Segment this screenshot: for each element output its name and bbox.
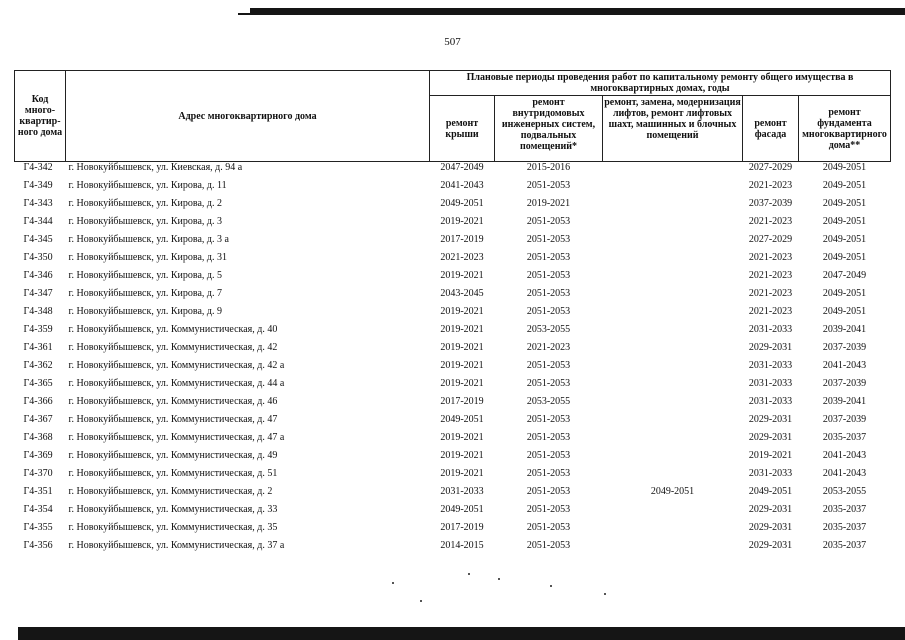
row-foundation-period: 2041-2043 <box>822 360 867 371</box>
row-facade-period: 2037-2039 <box>748 198 793 209</box>
row-facade-period: 2021-2023 <box>748 288 793 299</box>
row-address: г. Новокуйбышевск, ул. Кирова, д. 9 <box>68 306 223 317</box>
row-foundation-period: 2041-2043 <box>822 450 867 461</box>
row-facade-period: 2049-2051 <box>748 486 793 497</box>
row-facade-period: 2031-2033 <box>748 396 793 407</box>
row-facade-period: 2021-2023 <box>748 306 793 317</box>
row-roof-period: 2049-2051 <box>440 198 484 209</box>
table-row <box>15 198 891 216</box>
row-code: Г4-349 <box>23 180 53 191</box>
row-facade-period: 2021-2023 <box>748 270 793 281</box>
row-engineering-period: 2015-2016 <box>526 162 571 173</box>
row-roof-period: 2019-2021 <box>440 450 484 461</box>
row-roof-period: 2031-2033 <box>440 486 484 497</box>
row-engineering-period: 2051-2053 <box>526 432 571 443</box>
row-engineering-period: 2019-2021 <box>526 198 571 209</box>
row-roof-period: 2049-2051 <box>440 504 484 515</box>
row-foundation-period: 2049-2051 <box>822 252 867 263</box>
row-code: Г4-355 <box>23 522 53 533</box>
table-row <box>15 504 891 522</box>
row-engineering-period: 2051-2053 <box>526 378 571 389</box>
row-engineering-period: 2051-2053 <box>526 360 571 371</box>
table-row <box>15 342 891 360</box>
table-row <box>15 216 891 234</box>
row-roof-period: 2021-2023 <box>440 252 484 263</box>
row-address: г. Новокуйбышевск, ул. Киевская, д. 94 а <box>68 162 243 173</box>
row-address: г. Новокуйбышевск, ул. Коммунистическая, д. 40 <box>68 324 278 335</box>
header-roof: ремонт крыши <box>430 96 495 162</box>
table-row <box>15 252 891 270</box>
table-row <box>15 162 891 181</box>
row-roof-period: 2019-2021 <box>440 378 484 389</box>
row-roof-period: 2041-2043 <box>440 180 484 191</box>
row-facade-period: 2029-2031 <box>748 432 793 443</box>
row-elevators-period <box>603 504 743 522</box>
row-address: г. Новокуйбышевск, ул. Кирова, д. 31 <box>68 252 228 263</box>
row-code: Г4-359 <box>23 324 53 335</box>
row-facade-period: 2027-2029 <box>748 234 793 245</box>
table-body <box>15 162 891 559</box>
row-elevators-period <box>603 450 743 468</box>
row-code: Г4-365 <box>23 378 53 389</box>
row-roof-period: 2047-2049 <box>440 162 484 173</box>
row-facade-period: 2029-2031 <box>748 504 793 515</box>
row-code: Г4-368 <box>23 432 53 443</box>
header-foundation: ремонт фундамента многоквартирного дома** <box>799 96 891 162</box>
row-code: Г4-366 <box>23 396 53 407</box>
header-periods-group: Плановые периоды проведения работ по капитальному ремонту общего имущества в многоквартирных домах, годы <box>430 71 891 96</box>
row-code: Г4-356 <box>23 540 53 551</box>
table-row <box>15 522 891 540</box>
row-elevators-period <box>603 522 743 540</box>
row-facade-period: 2021-2023 <box>748 180 793 191</box>
row-address: г. Новокуйбышевск, ул. Коммунистическая, д. 51 <box>68 468 278 479</box>
row-roof-period: 2049-2051 <box>440 414 484 425</box>
row-foundation-period: 2037-2039 <box>822 378 867 389</box>
row-roof-period: 2017-2019 <box>440 234 484 245</box>
table-row <box>15 180 891 198</box>
row-elevators-period <box>603 342 743 360</box>
row-code: Г4-344 <box>23 216 53 227</box>
row-elevators-period <box>603 270 743 288</box>
page-number: 507 <box>444 36 461 48</box>
row-foundation-period: 2039-2041 <box>822 324 867 335</box>
table-row <box>15 450 891 468</box>
row-roof-period: 2019-2021 <box>440 432 484 443</box>
row-facade-period: 2031-2033 <box>748 468 793 479</box>
row-foundation-period: 2047-2049 <box>822 270 867 281</box>
table-row <box>15 234 891 252</box>
row-elevators-period <box>603 162 743 181</box>
row-foundation-period: 2049-2051 <box>822 306 867 317</box>
row-elevators-period <box>603 288 743 306</box>
row-elevators-period <box>603 396 743 414</box>
table-row <box>15 414 891 432</box>
row-engineering-period: 2051-2053 <box>526 540 571 551</box>
row-code: Г4-370 <box>23 468 53 479</box>
row-elevators-period <box>603 234 743 252</box>
row-engineering-period: 2051-2053 <box>526 180 571 191</box>
table-row <box>15 306 891 324</box>
row-roof-period: 2014-2015 <box>440 540 484 551</box>
row-elevators-period <box>603 468 743 486</box>
row-code: Г4-361 <box>23 342 53 353</box>
row-code: Г4-351 <box>23 486 53 497</box>
row-foundation-period: 2037-2039 <box>822 342 867 353</box>
row-elevators-period <box>603 252 743 270</box>
row-roof-period: 2019-2021 <box>440 270 484 281</box>
row-address: г. Новокуйбышевск, ул. Коммунистическая, д. 33 <box>68 504 278 515</box>
row-foundation-period: 2035-2037 <box>822 522 867 533</box>
table-row <box>15 468 891 486</box>
row-facade-period: 2019-2021 <box>748 450 793 461</box>
row-address: г. Новокуйбышевск, ул. Коммунистическая, д. 2 <box>68 486 273 497</box>
row-elevators-period: 2049-2051 <box>650 486 695 497</box>
row-code: Г4-350 <box>23 252 53 263</box>
row-code: Г4-345 <box>23 234 53 245</box>
row-elevators-period <box>603 324 743 342</box>
table-row <box>15 270 891 288</box>
row-roof-period: 2017-2019 <box>440 522 484 533</box>
scan-edge-bottom <box>18 627 905 640</box>
row-address: г. Новокуйбышевск, ул. Коммунистическая, д. 47 а <box>68 432 285 443</box>
row-address: г. Новокуйбышевск, ул. Кирова, д. 7 <box>68 288 223 299</box>
row-facade-period: 2021-2023 <box>748 252 793 263</box>
table-row <box>15 378 891 396</box>
scan-edge-top-thin <box>238 13 250 15</box>
row-address: г. Новокуйбышевск, ул. Коммунистическая, д. 44 а <box>68 378 285 389</box>
row-address: г. Новокуйбышевск, ул. Коммунистическая, д. 42 а <box>68 360 285 371</box>
row-address: г. Новокуйбышевск, ул. Кирова, д. 11 <box>68 180 227 191</box>
row-roof-period: 2019-2021 <box>440 324 484 335</box>
row-roof-period: 2019-2021 <box>440 360 484 371</box>
table-header <box>15 71 891 162</box>
header-elevators: ремонт, замена, модернизация лифтов, ремонт лифтовых шахт, машинных и блочных помещений <box>603 96 743 162</box>
row-roof-period: 2019-2021 <box>440 216 484 227</box>
row-address: г. Новокуйбышевск, ул. Коммунистическая, д. 47 <box>68 414 278 425</box>
row-engineering-period: 2021-2023 <box>526 342 571 353</box>
header-code: Код много-квартир-ного дома <box>15 71 66 162</box>
row-engineering-period: 2051-2053 <box>526 450 571 461</box>
row-code: Г4-369 <box>23 450 53 461</box>
table-row <box>15 486 891 504</box>
row-elevators-period <box>603 198 743 216</box>
header-address: Адрес многоквартирного дома <box>66 71 430 162</box>
row-roof-period: 2017-2019 <box>440 396 484 407</box>
row-engineering-period: 2051-2053 <box>526 270 571 281</box>
row-foundation-period: 2049-2051 <box>822 216 867 227</box>
header-facade: ремонт фасада <box>743 96 799 162</box>
row-code: Г4-348 <box>23 306 53 317</box>
row-facade-period: 2031-2033 <box>748 360 793 371</box>
row-code: Г4-343 <box>23 198 53 209</box>
row-foundation-period: 2035-2037 <box>822 504 867 515</box>
row-address: г. Новокуйбышевск, ул. Коммунистическая, д. 37 а <box>68 540 285 551</box>
row-engineering-period: 2051-2053 <box>526 522 571 533</box>
row-code: Г4-367 <box>23 414 53 425</box>
row-code: Г4-342 <box>23 162 53 173</box>
row-address: г. Новокуйбышевск, ул. Коммунистическая, д. 46 <box>68 396 278 407</box>
row-code: Г4-346 <box>23 270 53 281</box>
row-foundation-period: 2053-2055 <box>822 486 867 497</box>
row-roof-period: 2019-2021 <box>440 468 484 479</box>
row-elevators-period <box>603 306 743 324</box>
table-row <box>15 396 891 414</box>
row-elevators-period <box>603 540 743 558</box>
row-address: г. Новокуйбышевск, ул. Кирова, д. 2 <box>68 198 223 209</box>
row-elevators-period <box>603 216 743 234</box>
row-address: г. Новокуйбышевск, ул. Коммунистическая, д. 49 <box>68 450 278 461</box>
row-address: г. Новокуйбышевск, ул. Коммунистическая, д. 42 <box>68 342 278 353</box>
row-engineering-period: 2051-2053 <box>526 504 571 515</box>
table-row <box>15 540 891 558</box>
row-roof-period: 2019-2021 <box>440 306 484 317</box>
header-engineering: ремонт внутридомовых инженерных систем, подвальных помещений* <box>495 96 603 162</box>
row-foundation-period: 2035-2037 <box>822 540 867 551</box>
scan-edge-top <box>250 8 905 15</box>
row-engineering-period: 2051-2053 <box>526 216 571 227</box>
row-code: Г4-347 <box>23 288 53 299</box>
row-elevators-period <box>603 360 743 378</box>
row-roof-period: 2019-2021 <box>440 342 484 353</box>
row-foundation-period: 2035-2037 <box>822 432 867 443</box>
row-engineering-period: 2051-2053 <box>526 486 571 497</box>
row-address: г. Новокуйбышевск, ул. Кирова, д. 5 <box>68 270 223 281</box>
table-row <box>15 360 891 378</box>
row-engineering-period: 2051-2053 <box>526 234 571 245</box>
row-facade-period: 2029-2031 <box>748 540 793 551</box>
row-facade-period: 2021-2023 <box>748 216 793 227</box>
row-foundation-period: 2041-2043 <box>822 468 867 479</box>
row-facade-period: 2029-2031 <box>748 342 793 353</box>
row-foundation-period: 2049-2051 <box>822 198 867 209</box>
row-elevators-period <box>603 414 743 432</box>
scan-specks <box>380 570 640 610</box>
capital-repair-table <box>14 70 891 558</box>
row-elevators-period <box>603 432 743 450</box>
table-row <box>15 324 891 342</box>
row-code: Г4-354 <box>23 504 53 515</box>
row-engineering-period: 2051-2053 <box>526 306 571 317</box>
row-elevators-period <box>603 180 743 198</box>
row-engineering-period: 2051-2053 <box>526 252 571 263</box>
table-row <box>15 288 891 306</box>
row-foundation-period: 2049-2051 <box>822 162 867 173</box>
row-foundation-period: 2049-2051 <box>822 288 867 299</box>
row-foundation-period: 2049-2051 <box>822 234 867 245</box>
row-engineering-period: 2051-2053 <box>526 288 571 299</box>
row-foundation-period: 2049-2051 <box>822 180 867 191</box>
row-address: г. Новокуйбышевск, ул. Кирова, д. 3 а <box>68 234 229 245</box>
row-facade-period: 2031-2033 <box>748 324 793 335</box>
row-facade-period: 2031-2033 <box>748 378 793 389</box>
row-elevators-period <box>603 378 743 396</box>
row-engineering-period: 2051-2053 <box>526 414 571 425</box>
row-facade-period: 2029-2031 <box>748 522 793 533</box>
row-facade-period: 2029-2031 <box>748 414 793 425</box>
row-engineering-period: 2051-2053 <box>526 468 571 479</box>
row-foundation-period: 2037-2039 <box>822 414 867 425</box>
row-address: г. Новокуйбышевск, ул. Коммунистическая, д. 35 <box>68 522 278 533</box>
table-row <box>15 432 891 450</box>
row-engineering-period: 2053-2055 <box>526 324 571 335</box>
row-foundation-period: 2039-2041 <box>822 396 867 407</box>
row-engineering-period: 2053-2055 <box>526 396 571 407</box>
row-address: г. Новокуйбышевск, ул. Кирова, д. 3 <box>68 216 223 227</box>
row-roof-period: 2043-2045 <box>440 288 484 299</box>
row-code: Г4-362 <box>23 360 53 371</box>
row-facade-period: 2027-2029 <box>748 162 793 173</box>
